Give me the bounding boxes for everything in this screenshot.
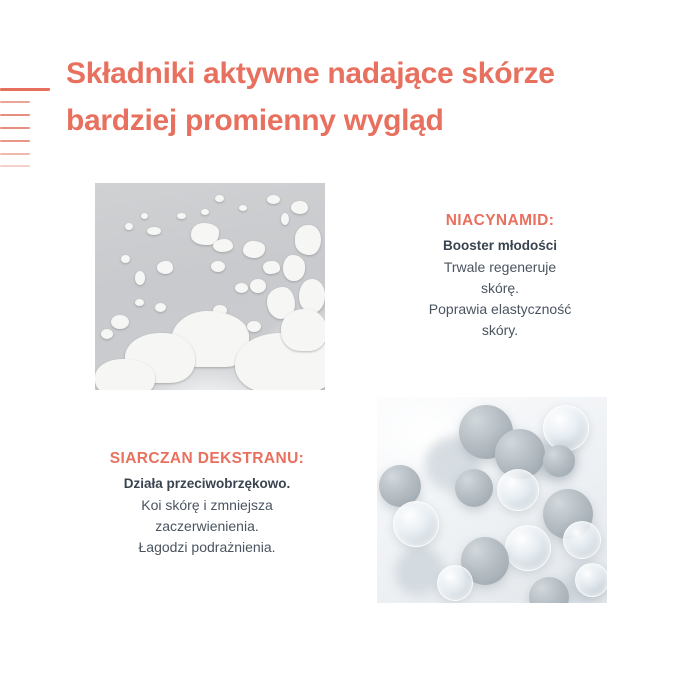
powder-chunk [263,261,280,274]
ingredient-body-siarczan [92,495,322,558]
sphere-glass [543,405,589,451]
powder-chunk [177,213,186,219]
sphere-glass [437,565,473,601]
sphere-glass [393,501,439,547]
powder-chunk [247,321,261,332]
powder-chunk [250,279,266,293]
page-title [66,50,666,144]
sphere-solid [543,445,575,477]
decorative-line-2 [0,114,30,116]
decorative-line-3 [0,127,30,129]
powder-chunk [239,205,247,211]
decorative-line-stack [0,88,60,168]
sphere-glass [497,469,539,511]
page-title-line-2: bardziej promienny wygląd [66,104,444,137]
sphere-solid [455,469,493,507]
powder-mound [281,309,325,351]
ingredient-body-line: Koi skórę i zmniejsza [141,497,273,513]
page-title-line-1: Składniki aktywne nadające skórze [66,57,555,90]
powder-chunk [235,283,248,293]
ingredient-body-line: Trwale regeneruje [443,259,557,275]
ingredient-block-niacynamid [396,212,604,341]
powder-chunk [121,255,130,263]
powder-chunk [155,303,166,312]
powder-chunk [213,239,233,252]
ingredient-block-siarczan-dekstranu [92,450,322,558]
powder-chunk [157,261,173,274]
powder-chunk [283,255,305,281]
photo-spheres [377,397,607,603]
powder-chunk [147,227,161,235]
powder-chunk [243,241,265,258]
ingredient-heading-niacynamid: NIACYNAMID: [445,212,555,229]
ingredient-body-line: Poprawia elastyczność [428,301,572,317]
powder-chunk [295,225,321,255]
sphere-glass [563,521,601,559]
powder-chunk [291,201,308,214]
ingredient-body-line: skórę. [480,280,520,296]
powder-mound [95,359,155,390]
ingredient-body-niacynamid [396,257,604,341]
decorative-line-4 [0,140,30,142]
decorative-line-lead [0,88,50,91]
powder-chunk [125,223,133,230]
sphere-glass [505,525,551,571]
powder-chunk [141,213,148,219]
powder-chunk [215,195,224,202]
powder-chunk [111,315,129,329]
ingredient-subheading-siarczan: Działa przeciwobrzękowo. [123,476,291,491]
powder-chunk [299,279,325,313]
decorative-line-6 [0,165,30,167]
powder-chunk [211,261,225,272]
decorative-line-1 [0,101,30,103]
sphere-glass [575,563,607,597]
powder-chunk [267,195,280,204]
powder-chunk [135,299,144,306]
powder-chunk [101,329,113,339]
ingredient-body-line: Łagodzi podrażnienia. [138,539,276,555]
powder-chunk [135,271,145,285]
powder-chunk [201,209,209,215]
decorative-line-5 [0,153,30,155]
photo-powder [95,183,325,390]
ingredient-subheading-niacynamid: Booster młodości [442,238,558,253]
ingredient-body-line: skóry. [481,322,519,338]
ingredient-heading-siarczan: SIARCZAN DEKSTRANU: [109,450,305,467]
powder-chunk [281,213,289,225]
ingredient-body-line: zaczerwienienia. [155,518,259,534]
